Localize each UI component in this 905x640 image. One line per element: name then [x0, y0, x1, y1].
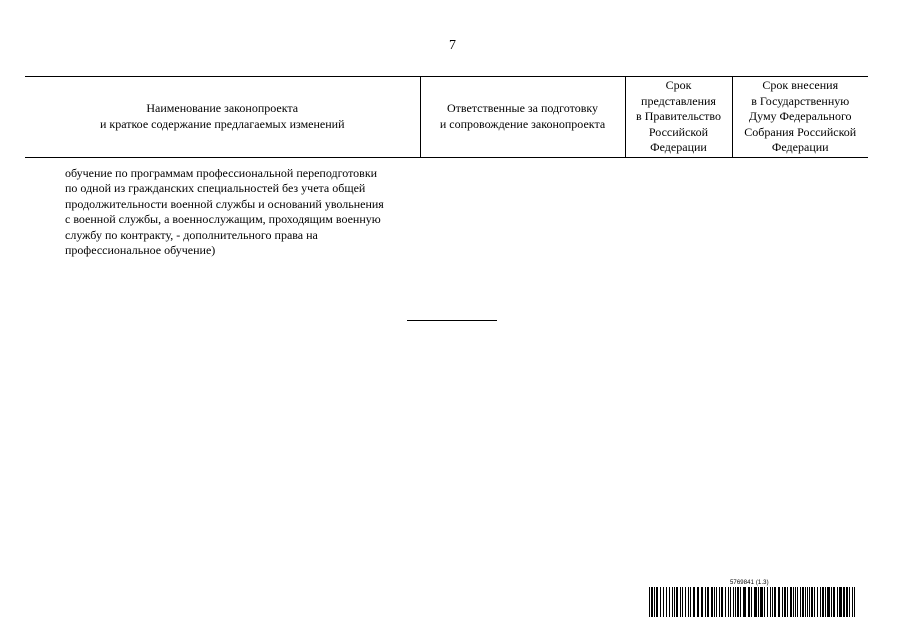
barcode-caption: 5769841 (1.3) — [730, 580, 769, 586]
header-government-deadline: Срок представления в Правительство Российской Федерации — [625, 77, 732, 158]
legislative-plan-table — [25, 76, 868, 259]
duma-deadline-cell — [732, 157, 868, 259]
barcode-block — [648, 580, 858, 617]
header-responsible: Ответственные за подготовку и сопровождение законопроекта — [420, 77, 625, 158]
barcode-image — [648, 587, 858, 617]
header-bill-name: Наименование законопроекта и краткое содержание предлагаемых изменений — [25, 77, 420, 158]
table-row — [25, 157, 868, 259]
responsible-cell — [420, 157, 625, 259]
end-separator-line — [407, 320, 497, 321]
table-header-row — [25, 77, 868, 158]
bill-description-cell: обучение по программам профессиональной переподготовки по одной из гражданских специальностей без учета общей продолжительности военной службы и оснований увольнения с военной службы, а военнослужащим, проходящим военную службу по контракту, - дополнительного права на профессиональное обучение) — [65, 165, 384, 257]
government-deadline-cell — [625, 157, 732, 259]
page-number: 7 — [449, 38, 456, 53]
header-duma-deadline: Срок внесения в Государственную Думу Федерального Собрания Российской Федерации — [732, 77, 868, 158]
